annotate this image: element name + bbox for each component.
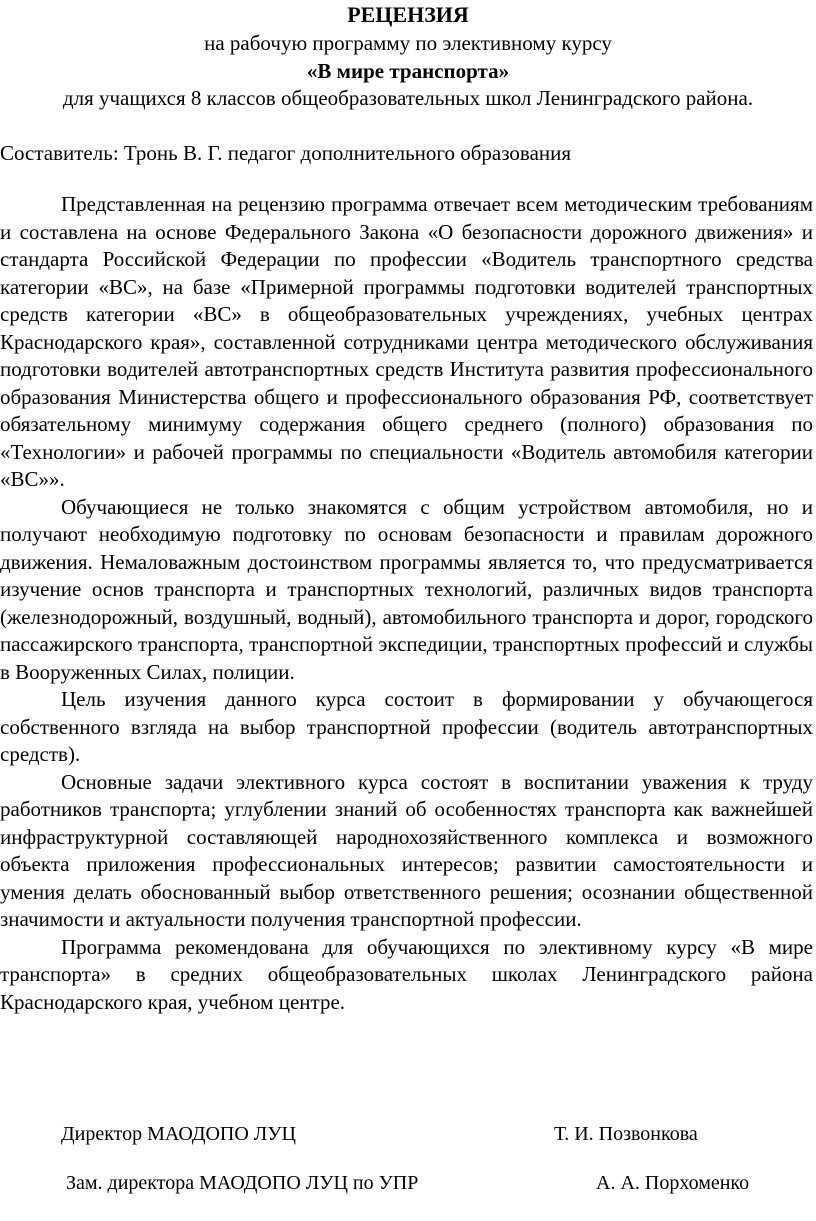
signature-position-director: Директор МАОДОПО ЛУЦ — [61, 1123, 296, 1145]
review-body — [0, 191, 813, 1016]
signature-name-deputy: А. А. Порхоменко — [596, 1172, 750, 1194]
paragraph: Представленная на рецензию программа отвечает всем методическим требованиям и составлена на основе Федерального Закона «О безопасности дорожного движения» и стандарта Российской Федерации по профессии «Водитель транспортного средства категории «ВС», на базе «Примерной программы подготовки водителей транспортных средств категории «ВС» в общеобразовательных учреждениях, учебных центрах Краснодарского края», составленной сотрудниками центра методического обслуживания подготовки водителей автотранспортных средств Института развития профессионального образования Министерства общего и профессионального образования РФ, соответствует обязательному минимуму содержания общего среднего (полного) образования по «Технологии» и рабочей программы по специальности «Водитель автомобиля категории «ВС»». — [0, 192, 813, 491]
signature-position-deputy: Зам. директора МАОДОПО ЛУЦ по УПР — [66, 1172, 419, 1194]
paragraph: Обучающиеся не только знакомятся с общим устройством автомобиля, но и получают необходимую подготовку по основам безопасности и правилам дорожного движения. Немаловажным достоинством программы является то, что предусматривается изучение основ транспорта и транспортных технологий, различных видов транспорта (железнодорожный, воздушный, водный), автомобильного транспорта и дорог, городского пассажирского транспорта, транспортной экспедиции, транспортных профессий и службы в Вооруженных Силах, полиции. — [0, 494, 813, 684]
signature-name-director: Т. И. Позвонкова — [554, 1123, 698, 1145]
document-subtitle: на рабочую программу по элективному курсу — [204, 31, 612, 55]
paragraph: Цель изучения данного курса состоит в формировании у обучающегося собственного взгляда на выбор транспортной профессии (водитель автотранспортных средств). — [0, 687, 813, 766]
paragraph: Программа рекомендована для обучающихся по элективному курсу «В мире транспорта» в средних общеобразовательных школах Ленинградского района Краснодарского края, учебном центре. — [0, 934, 813, 1014]
course-name: «В мире транспорта» — [306, 59, 510, 83]
document-title: РЕЦЕНЗИЯ — [347, 2, 469, 27]
author-line: Составитель: Тронь В. Г. педагог дополнительного образования — [0, 141, 572, 165]
paragraph: Основные задачи элективного курса состоят в воспитании уважения к труду работников транспорта; углублении знаний об особенностях транспорта как важнейшей инфраструктурной составляющей народнохозяйственного комплекса и возможного объекта приложения профессиональных интересов; развитии самостоятельности и умения делать обоснованный выбор ответственного решения; осознании общественной значимости и актуальности получения транспортной профессии. — [0, 769, 813, 931]
target-audience: для учащихся 8 классов общеобразовательных школ Ленинградского района. — [62, 86, 754, 110]
